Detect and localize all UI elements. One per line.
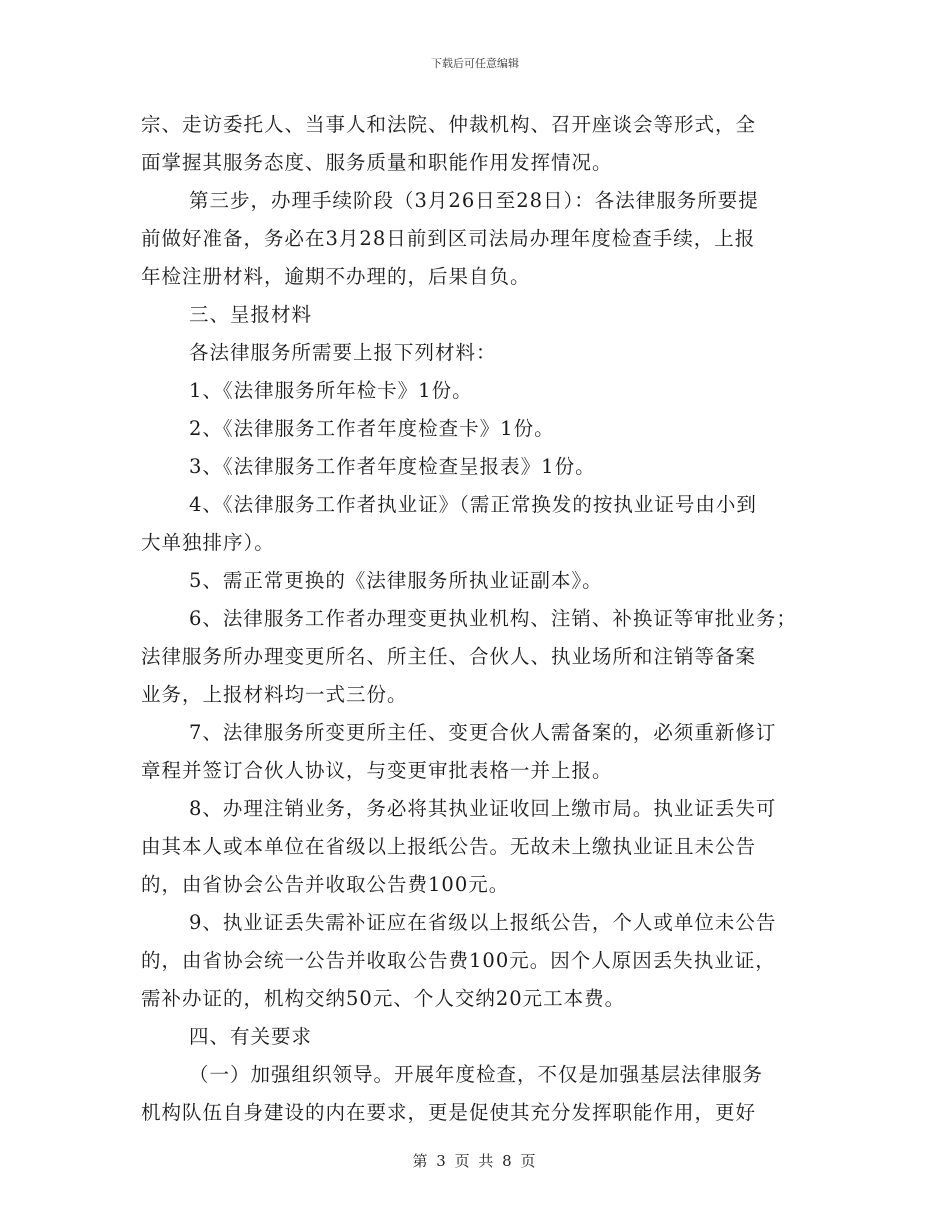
body-line: （一）加强组织领导。开展年度检查，不仅是加强基层法律服务 — [189, 1063, 764, 1086]
list-item: 8、办理注销业务，务必将其执业证收回上缴市局。执业证丢失可 — [189, 797, 777, 820]
list-item: 4、《法律服务工作者执业证》（需正常换发的按执业证号由小到 — [189, 493, 757, 516]
body-line: 法律服务所办理变更所名、所主任、合伙人、执业场所和注销等备案 — [141, 645, 757, 668]
list-item: 6、法律服务工作者办理变更执业机构、注销、补换证等审批业务； — [189, 607, 797, 630]
page-number: 第 3 页 共 8 页 — [412, 1152, 538, 1170]
page-header-note: 下载后可任意编辑 — [431, 57, 519, 70]
list-item: 2、《法律服务工作者年度检查卡》1份。 — [189, 417, 555, 440]
body-line: 前做好准备，务必在3月28日前到区司法局办理年度检查手续，上报 — [141, 227, 756, 250]
body-line: 章程并签订合伙人协议，与变更审批表格一并上报。 — [141, 759, 613, 782]
body-line: 机构队伍自身建设的内在要求，更是促使其充分发挥职能作用，更好 — [141, 1101, 757, 1124]
list-item: 1、《法律服务所年检卡》1份。 — [189, 379, 473, 402]
section-heading: 四、有关要求 — [189, 1025, 313, 1048]
list-item: 3、《法律服务工作者年度检查呈报表》1份。 — [189, 455, 596, 478]
body-line: 需补办证的，机构交纳50元、个人交纳20元工本费。 — [141, 987, 626, 1010]
body-line: 各法律服务所需要上报下列材料： — [189, 341, 497, 364]
list-item: 7、法律服务所变更所主任、变更合伙人需备案的，必须重新修订 — [189, 721, 777, 744]
document-body — [141, 106, 809, 1132]
body-line: 业务，上报材料均一式三份。 — [141, 683, 408, 706]
body-line: 的，由省协会统一公告并收取公告费100元。因个人原因丢失执业证， — [141, 949, 776, 972]
list-item: 9、执业证丢失需补证应在省级以上报纸公告，个人或单位未公告 — [189, 911, 777, 934]
section-heading: 三、呈报材料 — [189, 303, 313, 326]
body-line: 第三步，办理手续阶段（3月26日至28日）：各法律服务所要提 — [189, 189, 759, 212]
body-line: 大单独排序）。 — [141, 531, 275, 554]
body-line: 年检注册材料，逾期不办理的，后果自负。 — [141, 265, 531, 288]
body-line: 的，由省协会公告并收取公告费100元。 — [141, 873, 510, 896]
body-line: 宗、走访委托人、当事人和法院、仲裁机构、召开座谈会等形式，全 — [141, 113, 757, 136]
list-item: 5、需正常更换的《法律服务所执业证副本》。 — [189, 569, 603, 592]
body-line: 由其本人或本单位在省级以上报纸公告。无故未上缴执业证且未公告 — [141, 835, 757, 858]
body-line: 面掌握其服务态度、服务质量和职能作用发挥情况。 — [141, 151, 613, 174]
